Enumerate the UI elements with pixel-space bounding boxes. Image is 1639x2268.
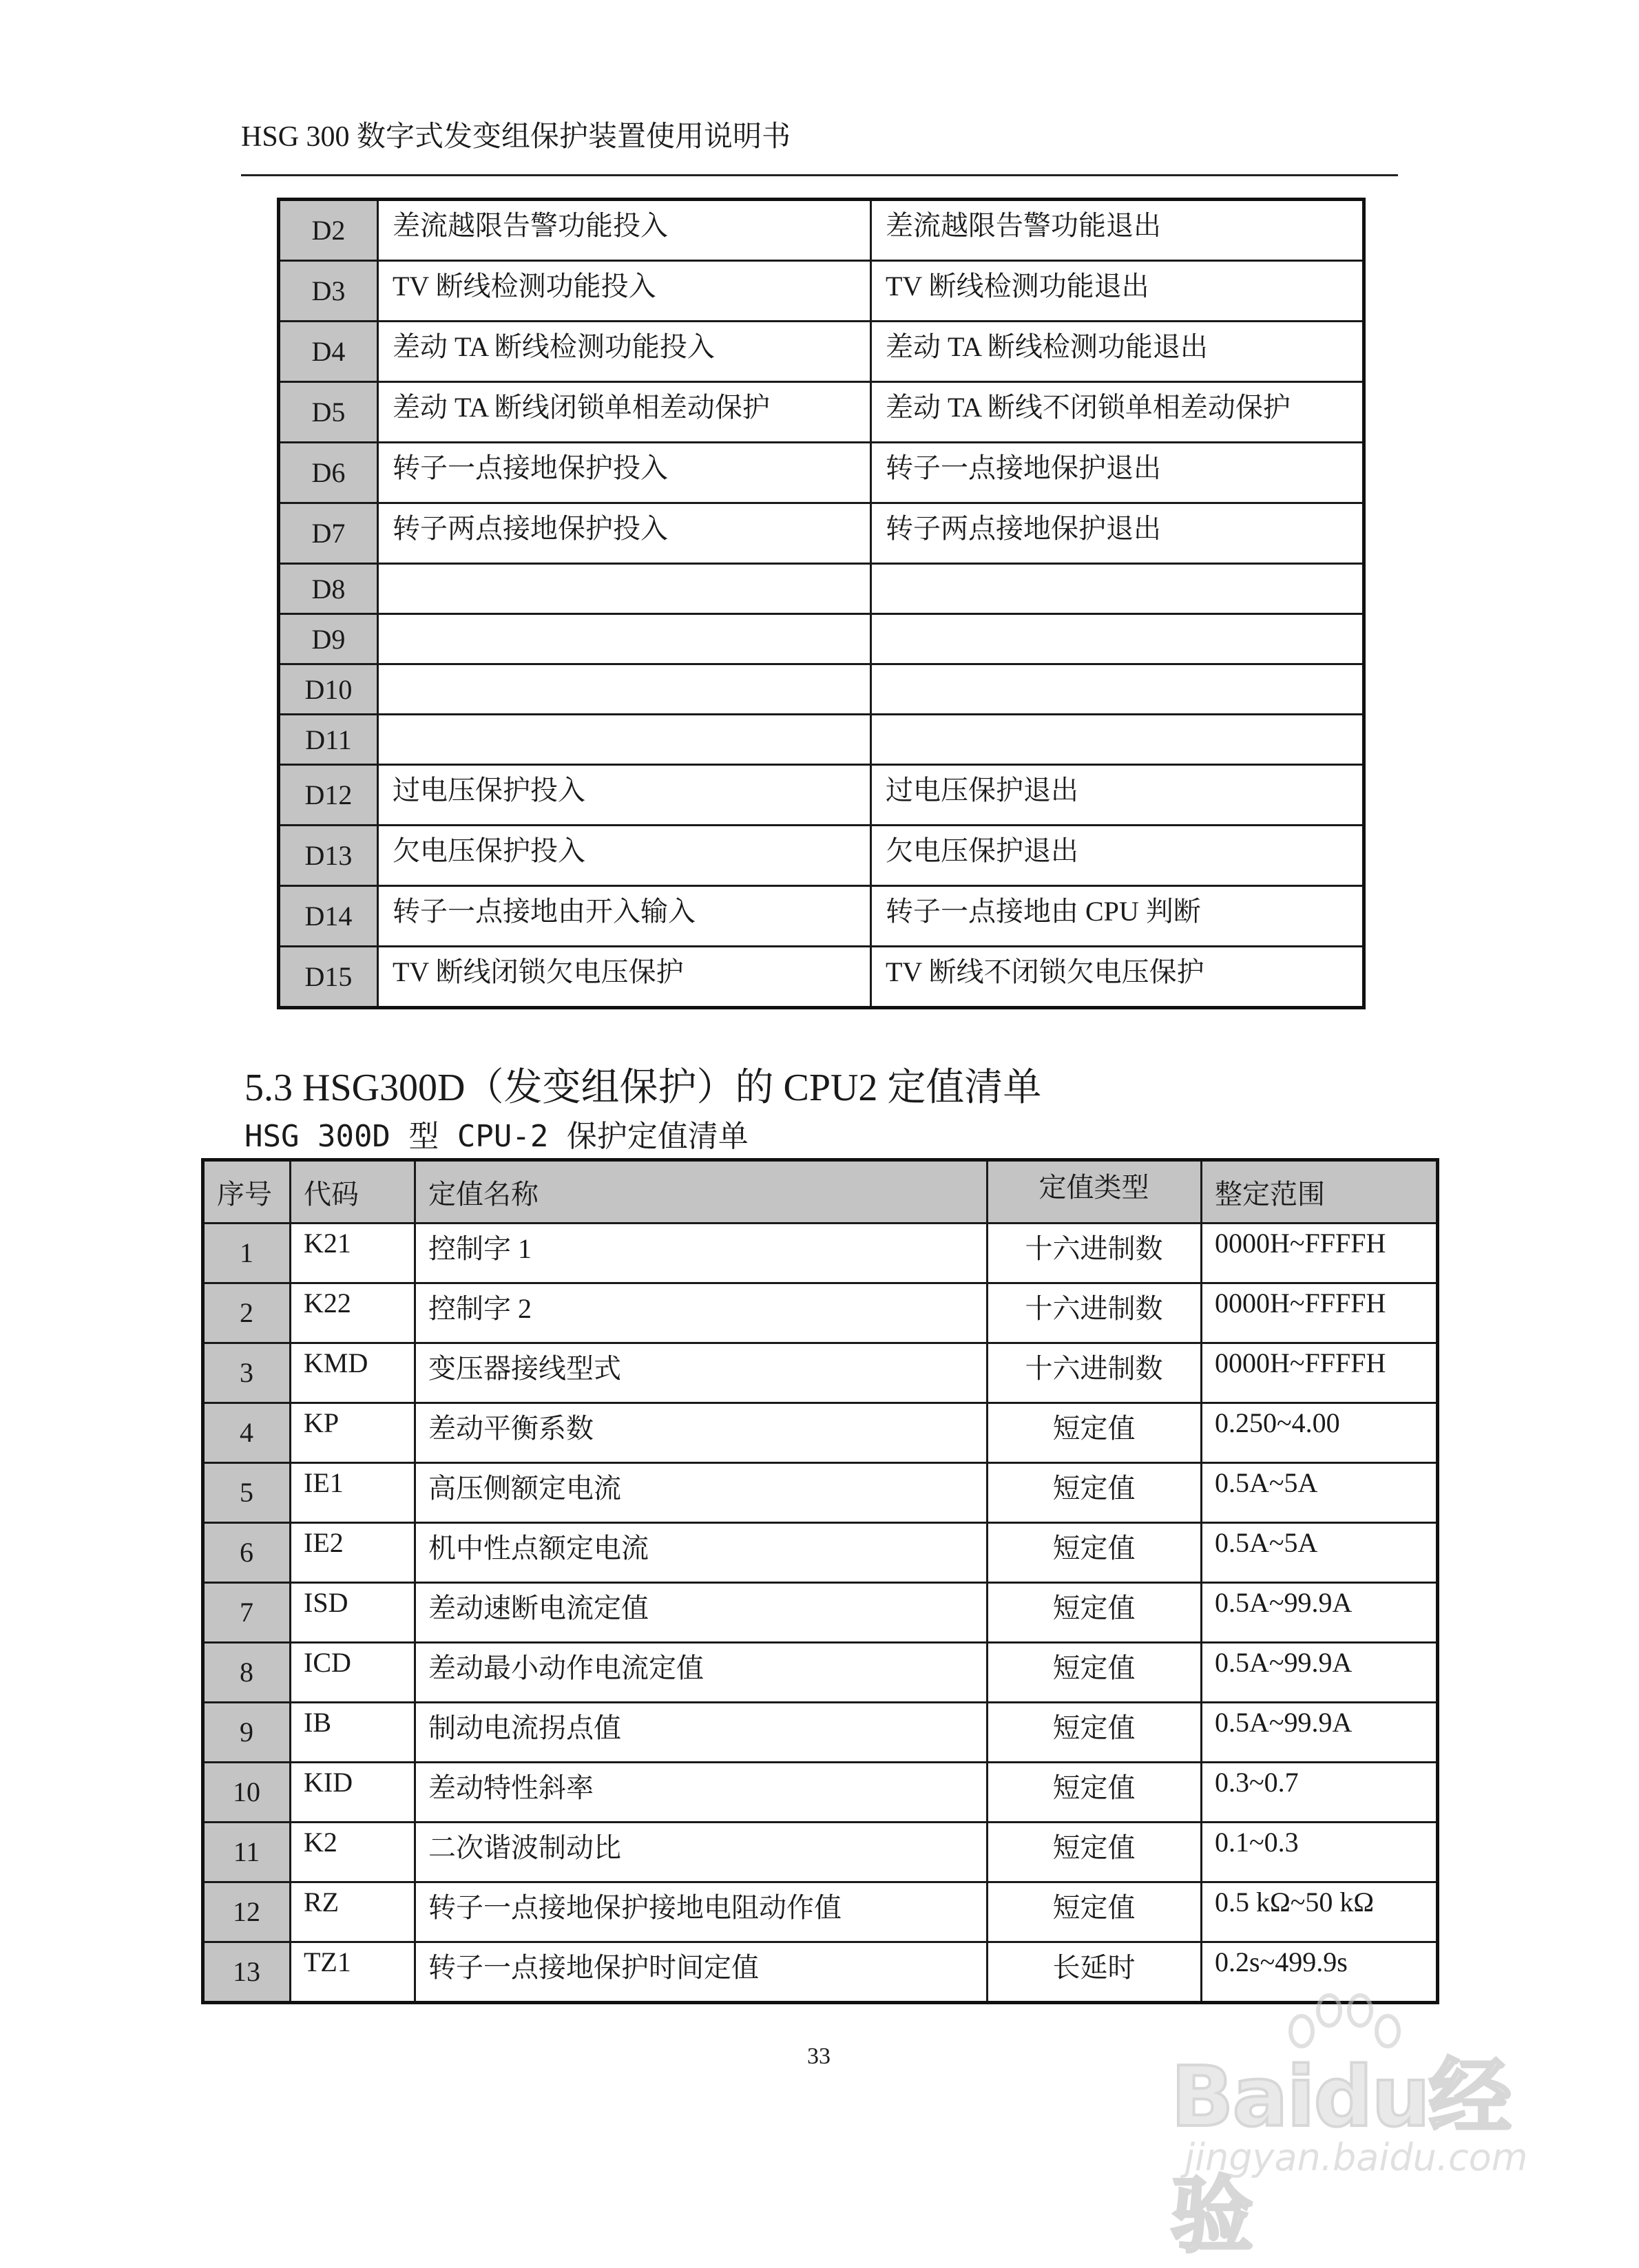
settings-row xyxy=(203,1823,1438,1882)
setting-no: 5 xyxy=(203,1463,291,1523)
watermark-url: jingyan.baidu.com xyxy=(1184,2136,1528,2179)
bit-code: D6 xyxy=(279,443,378,503)
setting-type: 短定值 xyxy=(988,1463,1202,1523)
control-bit-table xyxy=(277,198,1366,1009)
bit-row xyxy=(279,765,1364,826)
bit-code: D4 xyxy=(279,322,378,382)
setting-range: 0.5A~99.9A xyxy=(1202,1583,1438,1643)
setting-type: 短定值 xyxy=(988,1403,1202,1463)
bit-row xyxy=(279,200,1364,261)
setting-name: 转子一点接地保护时间定值 xyxy=(415,1942,988,2003)
setting-no: 3 xyxy=(203,1343,291,1403)
setting-name: 制动电流拐点值 xyxy=(415,1703,988,1763)
setting-range: 0000H~FFFFH xyxy=(1202,1224,1438,1283)
setting-code: IB xyxy=(291,1703,415,1763)
bit-on-meaning: 欠电压保护投入 xyxy=(378,826,871,886)
setting-type: 短定值 xyxy=(988,1823,1202,1882)
document-header-title: HSG 300 数字式发变组保护装置使用说明书 xyxy=(241,121,791,153)
settings-row xyxy=(203,1523,1438,1583)
bit-row xyxy=(279,322,1364,382)
bit-off-meaning: 转子一点接地由 CPU 判断 xyxy=(871,886,1364,947)
setting-code: K21 xyxy=(291,1224,415,1283)
setting-range: 0.5A~5A xyxy=(1202,1523,1438,1583)
bit-code: D5 xyxy=(279,382,378,443)
setting-code: KID xyxy=(291,1763,415,1823)
setting-name: 变压器接线型式 xyxy=(415,1343,988,1403)
page-number: 33 xyxy=(807,2044,831,2069)
settings-table xyxy=(201,1158,1439,2004)
setting-name: 差动特性斜率 xyxy=(415,1763,988,1823)
section-heading: 5.3 HSG300D（发变组保护）的 CPU2 定值清单 xyxy=(244,1067,1042,1109)
bit-off-meaning: 差动 TA 断线检测功能退出 xyxy=(871,322,1364,382)
settings-row xyxy=(203,1403,1438,1463)
bit-on-meaning xyxy=(378,564,871,614)
bit-off-meaning: TV 断线不闭锁欠电压保护 xyxy=(871,947,1364,1008)
setting-range: 0.5A~5A xyxy=(1202,1463,1438,1523)
settings-row xyxy=(203,1343,1438,1403)
bit-off-meaning xyxy=(871,614,1364,664)
header-range: 整定范围 xyxy=(1202,1160,1438,1224)
setting-name: 高压侧额定电流 xyxy=(415,1463,988,1523)
setting-code: ISD xyxy=(291,1583,415,1643)
setting-no: 13 xyxy=(203,1942,291,2003)
bit-on-meaning: 过电压保护投入 xyxy=(378,765,871,826)
header-code: 代码 xyxy=(291,1160,415,1224)
settings-header-row xyxy=(203,1160,1438,1224)
bit-row xyxy=(279,261,1364,322)
setting-name: 控制字 1 xyxy=(415,1224,988,1283)
setting-name: 差动速断电流定值 xyxy=(415,1583,988,1643)
settings-row xyxy=(203,1283,1438,1343)
bit-off-meaning: 欠电压保护退出 xyxy=(871,826,1364,886)
setting-no: 7 xyxy=(203,1583,291,1643)
header-no: 序号 xyxy=(203,1160,291,1224)
setting-type: 十六进制数 xyxy=(988,1224,1202,1283)
bit-off-meaning xyxy=(871,664,1364,715)
bit-code: D7 xyxy=(279,503,378,564)
bit-code: D14 xyxy=(279,886,378,947)
settings-row xyxy=(203,1643,1438,1703)
setting-no: 2 xyxy=(203,1283,291,1343)
bit-on-meaning xyxy=(378,614,871,664)
header-name: 定值名称 xyxy=(415,1160,988,1224)
setting-type: 短定值 xyxy=(988,1583,1202,1643)
bit-on-meaning xyxy=(378,664,871,715)
bit-on-meaning: 差动 TA 断线检测功能投入 xyxy=(378,322,871,382)
settings-row xyxy=(203,1703,1438,1763)
header-divider xyxy=(241,174,1398,176)
setting-name: 差动平衡系数 xyxy=(415,1403,988,1463)
setting-name: 机中性点额定电流 xyxy=(415,1523,988,1583)
bit-row xyxy=(279,664,1364,715)
table-subheading: HSG 300D 型 CPU-2 保护定值清单 xyxy=(244,1119,749,1154)
bit-code: D8 xyxy=(279,564,378,614)
setting-code: RZ xyxy=(291,1882,415,1942)
setting-range: 0.250~4.00 xyxy=(1202,1403,1438,1463)
bit-row xyxy=(279,564,1364,614)
bit-code: D15 xyxy=(279,947,378,1008)
bit-off-meaning: TV 断线检测功能退出 xyxy=(871,261,1364,322)
bit-row xyxy=(279,715,1364,765)
bit-off-meaning: 过电压保护退出 xyxy=(871,765,1364,826)
setting-type: 十六进制数 xyxy=(988,1343,1202,1403)
setting-no: 12 xyxy=(203,1882,291,1942)
settings-row xyxy=(203,1763,1438,1823)
bit-code: D9 xyxy=(279,614,378,664)
bit-off-meaning xyxy=(871,564,1364,614)
setting-name: 转子一点接地保护接地电阻动作值 xyxy=(415,1882,988,1942)
setting-no: 8 xyxy=(203,1643,291,1703)
setting-code: K22 xyxy=(291,1283,415,1343)
setting-range: 0000H~FFFFH xyxy=(1202,1283,1438,1343)
setting-code: IE1 xyxy=(291,1463,415,1523)
settings-row xyxy=(203,1583,1438,1643)
bit-row xyxy=(279,826,1364,886)
setting-no: 1 xyxy=(203,1224,291,1283)
bit-on-meaning: 差流越限告警功能投入 xyxy=(378,200,871,261)
setting-code: IE2 xyxy=(291,1523,415,1583)
setting-no: 9 xyxy=(203,1703,291,1763)
bit-on-meaning: 转子一点接地由开入输入 xyxy=(378,886,871,947)
setting-type: 十六进制数 xyxy=(988,1283,1202,1343)
bit-on-meaning: TV 断线检测功能投入 xyxy=(378,261,871,322)
setting-range: 0.5A~99.9A xyxy=(1202,1643,1438,1703)
bit-off-meaning: 差流越限告警功能退出 xyxy=(871,200,1364,261)
bit-off-meaning: 转子两点接地保护退出 xyxy=(871,503,1364,564)
bit-on-meaning: 差动 TA 断线闭锁单相差动保护 xyxy=(378,382,871,443)
bit-row xyxy=(279,886,1364,947)
setting-range: 0.2s~499.9s xyxy=(1202,1942,1438,2003)
bit-on-meaning xyxy=(378,715,871,765)
setting-type: 短定值 xyxy=(988,1703,1202,1763)
bit-row xyxy=(279,947,1364,1008)
bit-code: D12 xyxy=(279,765,378,826)
bit-code: D2 xyxy=(279,200,378,261)
settings-row xyxy=(203,1882,1438,1942)
setting-range: 0.5 kΩ~50 kΩ xyxy=(1202,1882,1438,1942)
bit-row xyxy=(279,382,1364,443)
setting-range: 0.3~0.7 xyxy=(1202,1763,1438,1823)
setting-code: KMD xyxy=(291,1343,415,1403)
setting-range: 0.5A~99.9A xyxy=(1202,1703,1438,1763)
bit-on-meaning: 转子两点接地保护投入 xyxy=(378,503,871,564)
setting-no: 10 xyxy=(203,1763,291,1823)
setting-type: 长延时 xyxy=(988,1942,1202,2003)
setting-no: 4 xyxy=(203,1403,291,1463)
setting-type: 短定值 xyxy=(988,1523,1202,1583)
bit-off-meaning xyxy=(871,715,1364,765)
setting-name: 控制字 2 xyxy=(415,1283,988,1343)
baidu-watermark xyxy=(1143,1983,1543,2264)
setting-code: K2 xyxy=(291,1823,415,1882)
setting-code: KP xyxy=(291,1403,415,1463)
setting-no: 6 xyxy=(203,1523,291,1583)
setting-range: 0000H~FFFFH xyxy=(1202,1343,1438,1403)
bit-row xyxy=(279,443,1364,503)
settings-row xyxy=(203,1224,1438,1283)
setting-no: 11 xyxy=(203,1823,291,1882)
bit-code: D10 xyxy=(279,664,378,715)
setting-name: 差动最小动作电流定值 xyxy=(415,1643,988,1703)
setting-type: 短定值 xyxy=(988,1763,1202,1823)
header-type: 定值类型 xyxy=(988,1160,1202,1224)
bit-off-meaning: 差动 TA 断线不闭锁单相差动保护 xyxy=(871,382,1364,443)
setting-range: 0.1~0.3 xyxy=(1202,1823,1438,1882)
bit-code: D3 xyxy=(279,261,378,322)
watermark-logo: Baidu经验 xyxy=(1171,2050,1510,2264)
bit-on-meaning: 转子一点接地保护投入 xyxy=(378,443,871,503)
setting-code: TZ1 xyxy=(291,1942,415,2003)
bit-on-meaning: TV 断线闭锁欠电压保护 xyxy=(378,947,871,1008)
setting-type: 短定值 xyxy=(988,1643,1202,1703)
setting-name: 二次谐波制动比 xyxy=(415,1823,988,1882)
bit-row xyxy=(279,614,1364,664)
setting-code: ICD xyxy=(291,1643,415,1703)
setting-type: 短定值 xyxy=(988,1882,1202,1942)
bit-code: D11 xyxy=(279,715,378,765)
settings-row xyxy=(203,1463,1438,1523)
bit-off-meaning: 转子一点接地保护退出 xyxy=(871,443,1364,503)
bit-code: D13 xyxy=(279,826,378,886)
bit-row xyxy=(279,503,1364,564)
